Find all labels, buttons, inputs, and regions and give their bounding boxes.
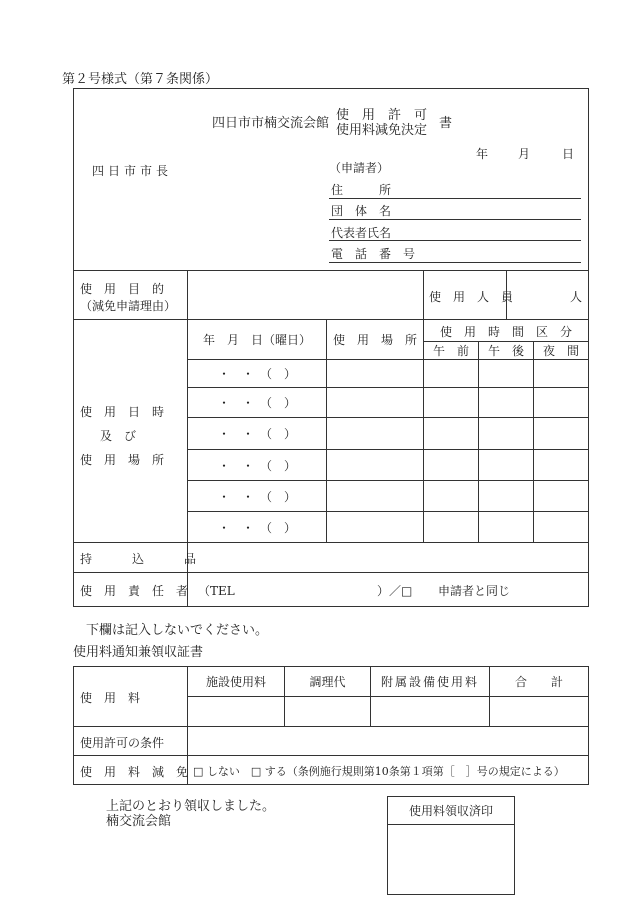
applicant-address-label: 住 所 bbox=[331, 183, 392, 197]
representative-field[interactable] bbox=[420, 221, 580, 239]
col-time-header: 使 用 時 間 区 分 bbox=[439, 324, 572, 339]
fee-total-cell[interactable] bbox=[490, 697, 588, 725]
group-field[interactable] bbox=[420, 200, 580, 218]
stamp-area[interactable] bbox=[388, 825, 514, 894]
title-line1: 使 用 許 可 bbox=[336, 108, 428, 123]
items-label: 持 込 品 bbox=[80, 552, 211, 566]
address-field[interactable] bbox=[420, 178, 580, 196]
applicant-phone-label: 電 話 番 号 bbox=[331, 247, 416, 261]
title-line2: 使用料減免決定 bbox=[336, 123, 428, 138]
addressee: 四日市市長 bbox=[92, 164, 173, 178]
title-suffix: 書 bbox=[439, 116, 453, 131]
fee-facility-cell[interactable] bbox=[188, 697, 284, 725]
usage-date-cell[interactable]: ・ ・ （ ） bbox=[217, 520, 296, 535]
col-place-header: 使 用 場 所 bbox=[332, 333, 417, 347]
reduction-label: 使 用 料 減 免 bbox=[80, 765, 189, 779]
receipt-title: 使用料通知兼領収証書 bbox=[73, 645, 204, 660]
col-pm-header: 午 後 bbox=[487, 344, 524, 358]
usage-date-cell[interactable]: ・ ・ （ ） bbox=[217, 489, 296, 504]
notice: 下欄は記入しないでください。 bbox=[86, 623, 269, 638]
manager-tel: （TEL bbox=[198, 584, 235, 598]
conditions-field[interactable] bbox=[189, 728, 587, 754]
fee-cooking-header: 調理代 bbox=[309, 675, 346, 689]
fees-label: 使 用 料 bbox=[80, 691, 141, 705]
items-field[interactable] bbox=[189, 544, 587, 571]
col-date-header: 年 月 日（曜日） bbox=[202, 333, 311, 347]
conditions-label: 使用許可の条件 bbox=[80, 736, 165, 750]
col-am-header: 午 前 bbox=[432, 344, 469, 358]
applicant-label: （申請者） bbox=[329, 161, 390, 175]
usage-place-label: 使 用 場 所 bbox=[80, 453, 165, 467]
usage-label: 使 用 日 時 bbox=[80, 405, 165, 419]
usage-and-label: 及 び bbox=[100, 429, 137, 443]
manager-tel-close: ）／□ bbox=[377, 584, 413, 598]
fee-facility-header: 施設使用料 bbox=[205, 675, 266, 689]
received-hall: 楠交流会館 bbox=[106, 814, 172, 829]
persons-field[interactable] bbox=[508, 272, 570, 317]
applicant-representative-label: 代表者氏名 bbox=[331, 226, 392, 240]
persons-unit: 人 bbox=[570, 290, 583, 304]
manager-same-label: 申請者と同じ bbox=[438, 584, 511, 598]
applicant-group-label: 団 体 名 bbox=[331, 204, 392, 218]
date-month: 月 bbox=[518, 147, 531, 161]
fee-equipment-cell[interactable] bbox=[371, 697, 489, 725]
reduction-options[interactable]: □ しない □ する（条例施行規則第10条第１項第［ ］号の規定による） bbox=[193, 765, 565, 778]
manager-tel-field[interactable] bbox=[228, 576, 374, 598]
purpose-field[interactable] bbox=[189, 272, 421, 317]
date-day: 日 bbox=[562, 147, 575, 161]
usage-date-cell[interactable]: ・ ・ （ ） bbox=[217, 427, 296, 441]
purpose-label: 使 用 目 的 bbox=[80, 282, 165, 296]
fee-equipment-header: 附属設備使用料 bbox=[380, 675, 479, 689]
persons-label: 使 用 人 員 bbox=[429, 290, 514, 304]
phone-field[interactable] bbox=[420, 243, 580, 261]
form-number: 第２号様式（第７条関係） bbox=[62, 72, 219, 87]
purpose-reason-label: （減免申請理由） bbox=[80, 299, 177, 313]
usage-date-cell[interactable]: ・ ・ （ ） bbox=[217, 458, 296, 473]
usage-date-cell[interactable]: ・ ・ （ ） bbox=[217, 367, 296, 381]
title-facility: 四日市市楠交流会館 bbox=[212, 116, 330, 131]
usage-date-cell[interactable]: ・ ・ （ ） bbox=[217, 396, 296, 410]
fee-total-header: 合 計 bbox=[514, 675, 563, 689]
received-text: 上記のとおり領収しました。 bbox=[106, 799, 276, 814]
fee-cooking-cell[interactable] bbox=[285, 697, 370, 725]
col-night-header: 夜 間 bbox=[542, 344, 579, 358]
stamp-label: 使用料領収済印 bbox=[408, 804, 493, 818]
manager-label: 使 用 責 任 者 bbox=[80, 584, 189, 598]
date-year: 年 bbox=[476, 147, 489, 161]
